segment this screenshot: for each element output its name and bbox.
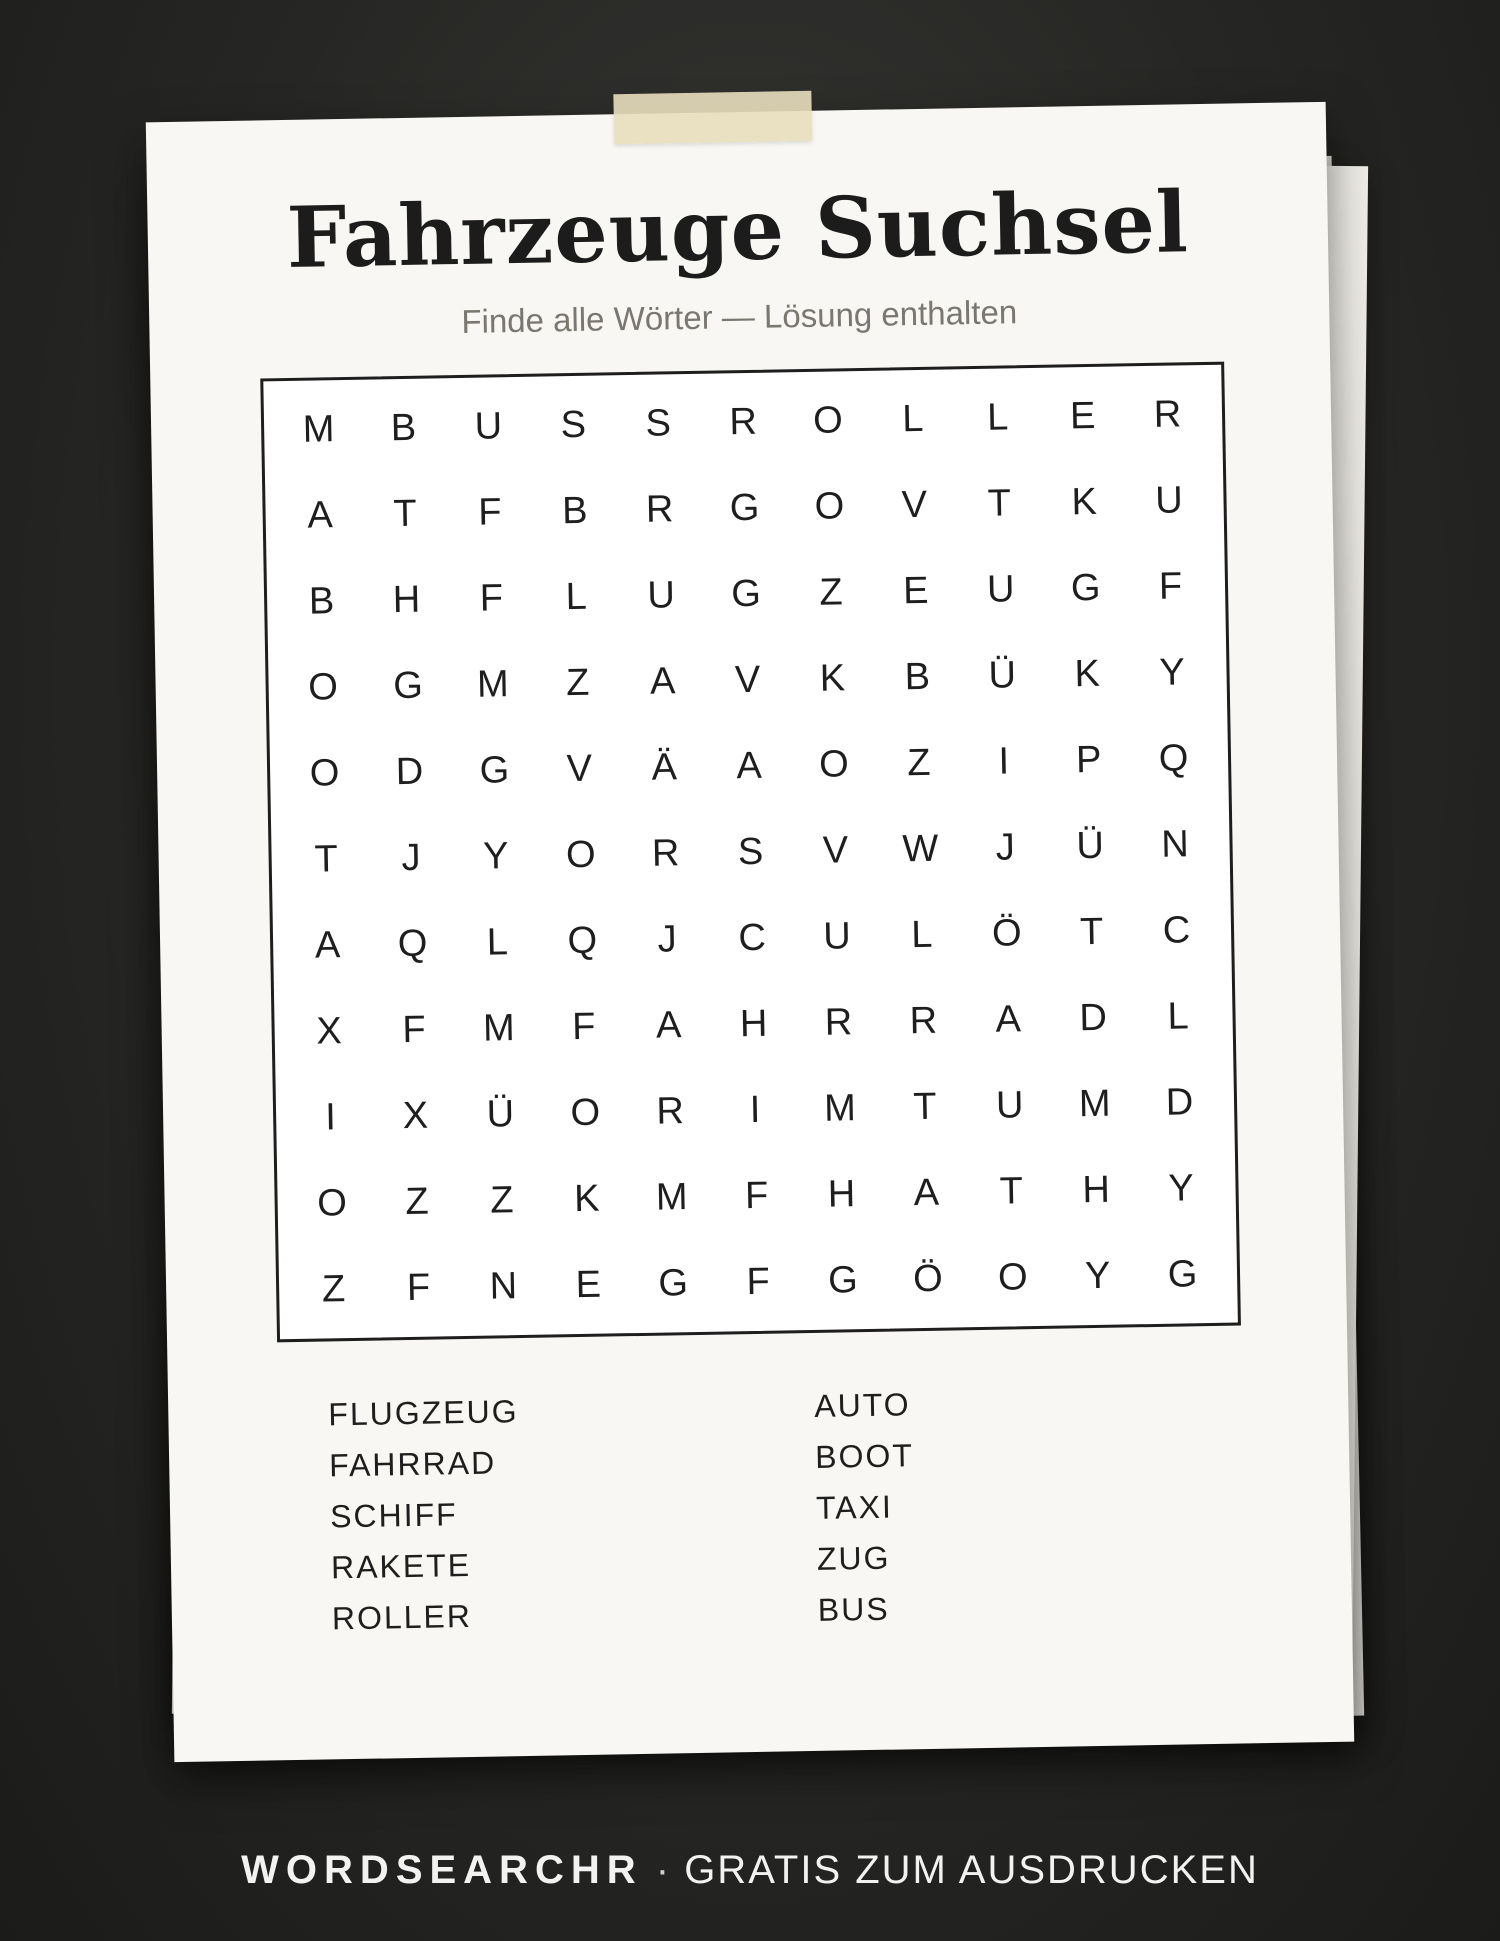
grid-cell[interactable]: Q bbox=[1158, 736, 1189, 780]
grid-cell[interactable]: B bbox=[390, 406, 417, 449]
letter-grid bbox=[260, 362, 1241, 1343]
grid-cell[interactable]: S bbox=[560, 403, 587, 446]
grid-cell[interactable]: Ü bbox=[486, 1092, 515, 1136]
grid-cell[interactable]: L bbox=[1167, 994, 1189, 1038]
grid-cell[interactable]: B bbox=[904, 655, 931, 698]
grid-cell[interactable]: L bbox=[986, 395, 1009, 439]
word-list-item: SCHIFF bbox=[329, 1496, 458, 1535]
grid-cell[interactable]: R bbox=[651, 831, 680, 875]
grid-cell[interactable]: J bbox=[401, 836, 421, 879]
grid-cell[interactable]: V bbox=[822, 828, 849, 872]
grid-cell[interactable]: R bbox=[728, 400, 758, 443]
grid-cell[interactable]: A bbox=[995, 997, 1022, 1041]
grid-cell[interactable]: H bbox=[1082, 1168, 1111, 1211]
grid-cell[interactable]: M bbox=[655, 1175, 688, 1219]
grid-cell[interactable]: F bbox=[479, 576, 504, 620]
grid-cell[interactable]: X bbox=[402, 1094, 429, 1137]
grid-cell[interactable]: D bbox=[1079, 996, 1108, 1039]
grid-cell[interactable]: Z bbox=[321, 1267, 346, 1311]
grid-cell[interactable]: G bbox=[1167, 1252, 1198, 1296]
grid-cell[interactable]: T bbox=[999, 1169, 1024, 1213]
grid-cell[interactable]: X bbox=[316, 1009, 343, 1053]
grid-cell[interactable]: Y bbox=[482, 834, 509, 878]
grid-cell[interactable]: U bbox=[647, 573, 676, 617]
grid-cell[interactable]: E bbox=[902, 569, 929, 612]
grid-cell[interactable]: Z bbox=[819, 570, 843, 614]
grid-cell[interactable]: A bbox=[314, 923, 341, 967]
grid-cell[interactable]: I bbox=[324, 1095, 337, 1138]
grid-cell[interactable]: T bbox=[912, 1085, 937, 1128]
grid-cell[interactable]: G bbox=[827, 1258, 859, 1302]
grid-cell[interactable]: M bbox=[1078, 1082, 1111, 1125]
grid-cell[interactable]: L bbox=[901, 397, 924, 440]
grid-cell[interactable]: O bbox=[818, 742, 850, 786]
grid-cell[interactable]: V bbox=[901, 483, 928, 526]
grid-cell[interactable]: F bbox=[1158, 564, 1183, 608]
word-list-item: RAKETE bbox=[330, 1546, 472, 1586]
grid-cell[interactable]: R bbox=[824, 1000, 853, 1044]
grid-cell[interactable]: R bbox=[656, 1089, 685, 1133]
grid-cell[interactable]: J bbox=[657, 917, 678, 961]
grid-cell[interactable]: A bbox=[655, 1003, 682, 1047]
word-list-item: BUS bbox=[817, 1590, 890, 1628]
grid-cell[interactable]: M bbox=[823, 1086, 857, 1130]
grid-cell[interactable]: V bbox=[734, 658, 761, 701]
grid-cell[interactable]: V bbox=[566, 747, 593, 790]
footer-separator: · bbox=[655, 1848, 672, 1892]
word-list-item: AUTO bbox=[813, 1386, 911, 1424]
grid-cell[interactable]: H bbox=[827, 1172, 856, 1216]
grid-cell[interactable]: B bbox=[561, 489, 588, 532]
word-list-column-1 bbox=[328, 1386, 523, 1644]
grid-cell[interactable]: O bbox=[565, 833, 596, 876]
grid-cell[interactable]: N bbox=[489, 1264, 518, 1308]
grid-cell[interactable]: Q bbox=[567, 919, 598, 962]
grid-cell[interactable]: A bbox=[307, 493, 334, 537]
grid-cell[interactable]: Y bbox=[1084, 1254, 1111, 1297]
grid-cell[interactable]: O bbox=[309, 751, 340, 795]
puzzle-title: Fahrzeuge Suchsel bbox=[285, 172, 1190, 287]
grid-cell[interactable]: G bbox=[479, 748, 510, 792]
grid-cell[interactable]: Ö bbox=[991, 911, 1022, 955]
grid-cell[interactable]: A bbox=[649, 659, 676, 703]
grid-cell[interactable]: S bbox=[737, 830, 764, 873]
grid-cell[interactable]: R bbox=[909, 999, 938, 1042]
grid-cell[interactable]: K bbox=[819, 656, 846, 700]
grid-cell[interactable]: H bbox=[739, 1002, 768, 1045]
grid-cell[interactable]: M bbox=[302, 407, 335, 451]
grid-cell[interactable]: L bbox=[565, 575, 588, 618]
grid-cell[interactable]: Z bbox=[565, 661, 590, 704]
footer-tagline: GRATIS ZUM AUSDRUCKEN bbox=[684, 1848, 1259, 1892]
grid-cell[interactable]: F bbox=[406, 1266, 431, 1309]
grid-cell[interactable]: D bbox=[395, 750, 424, 793]
grid-cell[interactable]: H bbox=[392, 578, 421, 621]
grid-cell[interactable]: K bbox=[1074, 652, 1101, 695]
grid-cell[interactable]: Q bbox=[397, 922, 428, 965]
grid-cell[interactable]: T bbox=[987, 481, 1012, 525]
grid-cell[interactable]: O bbox=[814, 484, 845, 528]
grid-cell[interactable]: Z bbox=[405, 1180, 429, 1223]
grid-cell[interactable]: F bbox=[571, 1005, 596, 1048]
grid-cell[interactable]: A bbox=[736, 744, 763, 787]
puzzle-subtitle: Finde alle Wörter — Lösung enthalten bbox=[461, 293, 1018, 340]
grid-cell[interactable]: E bbox=[1069, 394, 1096, 437]
grid-cell[interactable]: F bbox=[744, 1174, 769, 1217]
grid-cell[interactable]: I bbox=[749, 1088, 761, 1131]
grid-cell[interactable]: C bbox=[737, 916, 767, 959]
puzzle-sheet bbox=[146, 102, 1354, 1762]
grid-cell[interactable]: K bbox=[1071, 480, 1098, 523]
grid-cell[interactable]: U bbox=[822, 914, 852, 958]
word-list-item: ZUG bbox=[816, 1539, 891, 1577]
grid-cell[interactable]: T bbox=[1079, 910, 1104, 953]
brand-name: WORDSEARCHR bbox=[241, 1848, 643, 1892]
grid-cell[interactable]: K bbox=[573, 1177, 600, 1220]
grid-cell[interactable]: N bbox=[1160, 822, 1190, 866]
grid-cell[interactable]: R bbox=[645, 487, 674, 531]
grid-cell[interactable]: O bbox=[570, 1091, 601, 1134]
word-list-item: BOOT bbox=[814, 1437, 915, 1475]
grid-cell[interactable]: R bbox=[1153, 392, 1182, 436]
word-list-column-2 bbox=[814, 1379, 917, 1636]
grid-cell[interactable]: L bbox=[910, 913, 933, 956]
grid-cell[interactable]: G bbox=[1070, 566, 1101, 609]
grid-cell[interactable]: L bbox=[486, 920, 509, 964]
grid-cell[interactable]: Ü bbox=[988, 653, 1017, 697]
grid-cell[interactable]: D bbox=[1165, 1080, 1194, 1124]
grid-cell[interactable]: P bbox=[1075, 738, 1102, 781]
grid-cell[interactable]: E bbox=[575, 1263, 602, 1306]
tape-strip bbox=[613, 91, 812, 144]
grid-cell[interactable]: B bbox=[308, 579, 335, 623]
grid-cell[interactable]: O bbox=[316, 1181, 348, 1225]
grid-cell[interactable]: O bbox=[997, 1255, 1028, 1299]
grid-cell[interactable]: G bbox=[392, 664, 424, 707]
grid-cell[interactable]: A bbox=[913, 1171, 940, 1214]
grid-cell[interactable]: G bbox=[730, 572, 762, 615]
grid-cell[interactable]: G bbox=[729, 486, 760, 529]
grid-cell[interactable]: T bbox=[314, 837, 339, 881]
grid-cell[interactable]: T bbox=[393, 492, 417, 535]
grid-cell[interactable]: Y bbox=[1168, 1166, 1195, 1210]
footer bbox=[0, 1848, 1500, 1893]
grid-cell[interactable]: J bbox=[995, 825, 1016, 869]
grid-cell[interactable]: Y bbox=[1159, 650, 1186, 694]
grid-cell[interactable]: U bbox=[986, 567, 1015, 611]
word-list-item: TAXI bbox=[815, 1488, 894, 1526]
grid-cell[interactable]: O bbox=[307, 665, 339, 709]
grid-cell[interactable]: U bbox=[995, 1083, 1024, 1127]
grid-cell[interactable]: I bbox=[998, 739, 1010, 783]
grid-cell[interactable]: Ö bbox=[912, 1257, 944, 1300]
grid-cell[interactable]: Z bbox=[489, 1178, 514, 1222]
grid-cell[interactable]: F bbox=[402, 1008, 426, 1051]
grid-cell[interactable]: M bbox=[482, 1006, 516, 1050]
grid-cell[interactable]: F bbox=[477, 490, 502, 534]
word-list-item: ROLLER bbox=[331, 1597, 473, 1637]
grid-cell[interactable]: Ü bbox=[1076, 824, 1105, 867]
word-list-item: FAHRRAD bbox=[328, 1444, 497, 1484]
grid-cell[interactable]: G bbox=[658, 1261, 689, 1305]
grid-cell[interactable]: F bbox=[746, 1260, 771, 1303]
word-list-item: FLUGZEUG bbox=[328, 1393, 519, 1433]
grid-cell[interactable]: W bbox=[902, 827, 939, 870]
grid-cell[interactable]: U bbox=[474, 404, 503, 448]
grid-cell[interactable]: M bbox=[476, 662, 510, 706]
grid-cell[interactable]: Ä bbox=[651, 745, 678, 789]
grid-cell[interactable]: S bbox=[645, 401, 672, 445]
grid-cell[interactable]: C bbox=[1162, 908, 1191, 952]
grid-cell[interactable]: O bbox=[812, 398, 844, 442]
grid-cell[interactable]: Z bbox=[906, 741, 931, 784]
grid-cell[interactable]: U bbox=[1154, 478, 1184, 522]
